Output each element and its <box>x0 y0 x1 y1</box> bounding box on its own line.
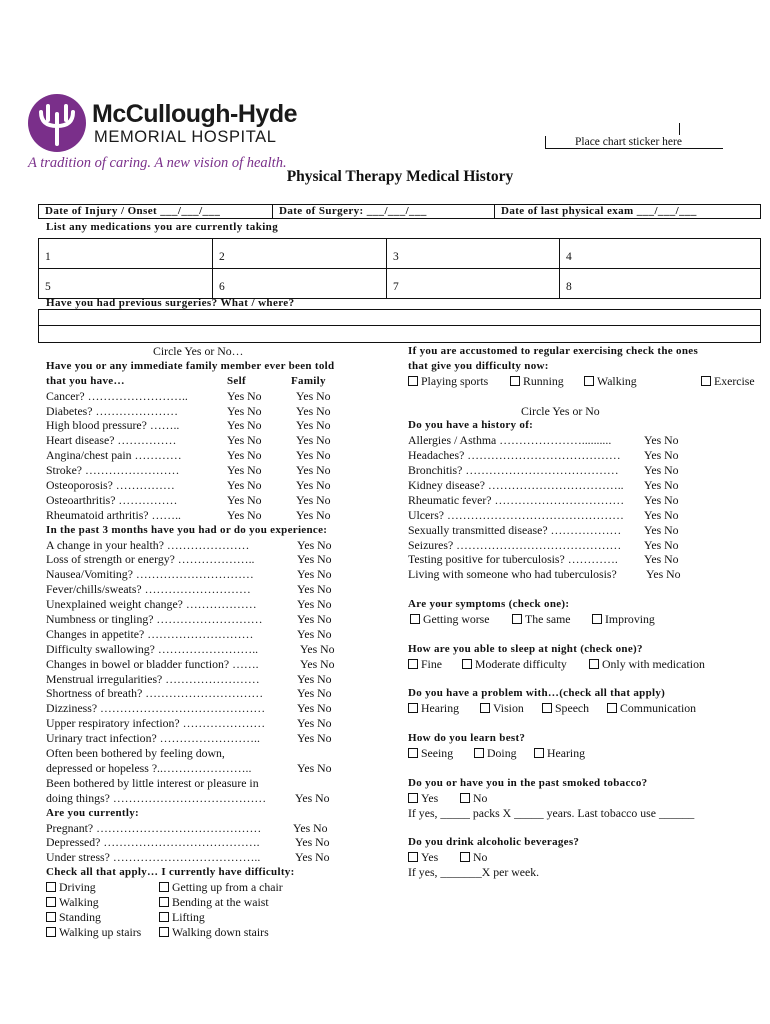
condition-label: Angina/chest pain ………… <box>46 448 182 463</box>
symptom-label: Shortness of breath? ………………………… <box>46 686 264 701</box>
difficulty-option[interactable]: Lifting <box>159 910 205 925</box>
little-interest-label-2: doing things? ………………………………… <box>46 790 267 805</box>
family-question-2: that you have… <box>46 374 125 387</box>
checkbox-icon[interactable] <box>159 927 169 937</box>
checkbox-icon[interactable] <box>408 852 418 862</box>
symptom-answer[interactable]: Yes No <box>300 641 335 656</box>
history-label: Testing positive for tuberculosis? …………. <box>408 552 618 567</box>
last-physical-date-field[interactable]: Date of last physical exam ___/___/___ <box>501 205 697 217</box>
symptoms-option[interactable]: The same <box>512 612 571 627</box>
condition-label: Diabetes? ………………… <box>46 403 179 418</box>
family-answer[interactable]: Yes No <box>296 403 331 418</box>
checkbox-icon[interactable] <box>462 659 472 669</box>
current-label: Depressed? …………………………………. <box>46 835 260 850</box>
history-answer[interactable]: Yes No <box>644 433 679 448</box>
little-interest-answer[interactable]: Yes No <box>295 790 330 805</box>
history-label: Kidney disease? …………………………….. <box>408 478 624 493</box>
self-header: Self <box>227 374 246 387</box>
family-answer[interactable]: Yes No <box>296 388 331 403</box>
sleep-option[interactable]: Moderate difficulty <box>462 657 567 672</box>
checkbox-icon[interactable] <box>159 912 169 922</box>
checkbox-icon[interactable] <box>408 659 418 669</box>
difficulty-option[interactable]: Walking <box>46 895 99 910</box>
family-answer[interactable]: Yes No <box>296 478 331 493</box>
symptom-label: Urinary tract infection? …………………….. <box>46 731 260 746</box>
checkbox-icon[interactable] <box>592 614 602 624</box>
history-answer[interactable]: Yes No <box>644 478 679 493</box>
exercise-question: If you are accustomed to regular exercising check the ones <box>408 345 699 357</box>
history-answer[interactable]: Yes No <box>644 448 679 463</box>
learn-option[interactable]: Seeing <box>408 746 453 761</box>
history-label: Sexually transmitted disease? ……………… <box>408 522 622 537</box>
history-answer[interactable]: Yes No <box>644 463 679 478</box>
surgeries-field[interactable] <box>38 309 761 343</box>
symptom-answer[interactable]: Yes No <box>297 597 332 612</box>
checkbox-icon[interactable] <box>534 748 544 758</box>
circle-instruction: Circle Yes or No… <box>153 344 244 358</box>
condition-label: Stroke? …………………… <box>46 463 180 478</box>
learn-heading: How do you learn best? <box>408 732 526 745</box>
difficulty-heading: Check all that apply… I currently have difficulty: <box>46 866 295 879</box>
symptom-label: Loss of strength or energy? ……………….. <box>46 552 255 567</box>
checkbox-icon[interactable] <box>408 703 418 713</box>
sleep-heading: How are you able to sleep at night (check one)? <box>408 642 643 655</box>
symptom-label: Fever/chills/sweats? ……………………… <box>46 582 251 597</box>
family-answer[interactable]: Yes No <box>296 463 331 478</box>
tobacco-details-field[interactable]: If yes, _____ packs X _____ years. Last tobacco use ______ <box>408 805 695 820</box>
self-answer[interactable]: Yes No <box>227 433 262 448</box>
symptoms-heading: Are your symptoms (check one): <box>408 598 570 611</box>
medications-label: List any medications you are currently taking <box>46 221 279 233</box>
history-label: Headaches? ………………………………… <box>408 448 621 463</box>
sticker-tick <box>679 123 680 135</box>
checkbox-icon[interactable] <box>408 748 418 758</box>
history-label: Rheumatic fever? …………………………… <box>408 492 625 507</box>
injury-date-field[interactable]: Date of Injury / Onset ___/___/___ <box>45 205 221 217</box>
symptom-answer[interactable]: Yes No <box>297 701 332 716</box>
history-answer[interactable]: Yes No <box>644 552 679 567</box>
alcohol-option[interactable]: Yes <box>408 850 438 865</box>
current-answer[interactable]: Yes No <box>295 835 330 850</box>
history-label: Allergies / Asthma ………………….......... <box>408 433 612 448</box>
symptom-label: Changes in appetite? ……………………… <box>46 626 254 641</box>
symptom-label: Changes in bowel or bladder function? ……. <box>46 656 259 671</box>
symptom-label: Menstrual irregularities? …………………… <box>46 671 260 686</box>
sleep-option[interactable]: Only with medication <box>589 657 705 672</box>
self-answer[interactable]: Yes No <box>227 463 262 478</box>
history-label: Ulcers? ……………………………………… <box>408 507 624 522</box>
checkbox-icon[interactable] <box>510 376 520 386</box>
little-interest-label: Been bothered by little interest or pleasure in <box>46 775 259 790</box>
alcohol-details-field[interactable]: If yes, _______X per week. <box>408 865 540 880</box>
checkbox-icon[interactable] <box>410 614 420 624</box>
checkbox-icon[interactable] <box>46 882 56 892</box>
difficulty-option[interactable]: Walking down stairs <box>159 925 269 940</box>
family-answer[interactable]: Yes No <box>296 418 331 433</box>
checkbox-icon[interactable] <box>474 748 484 758</box>
history-answer[interactable]: Yes No <box>644 507 679 522</box>
checkbox-icon[interactable] <box>408 376 418 386</box>
symptoms-option[interactable]: Getting worse <box>410 612 490 627</box>
alcohol-option[interactable]: No <box>460 850 487 865</box>
family-answer[interactable]: Yes No <box>296 433 331 448</box>
condition-label: Osteoporosis? …………… <box>46 478 175 493</box>
condition-label: Osteoarthritis? …………… <box>46 492 178 507</box>
condition-label: Heart disease? …………… <box>46 433 177 448</box>
med-number: 7 <box>393 281 399 293</box>
sleep-option[interactable]: Fine <box>408 657 442 672</box>
exercise-option[interactable]: Walking <box>584 374 637 389</box>
checkbox-icon[interactable] <box>589 659 599 669</box>
med-number: 6 <box>219 281 225 293</box>
checkbox-icon[interactable] <box>46 897 56 907</box>
checkbox-icon[interactable] <box>512 614 522 624</box>
self-answer[interactable]: Yes No <box>227 388 262 403</box>
med-number: 3 <box>393 251 399 263</box>
tobacco-option[interactable]: Yes <box>408 791 438 806</box>
difficulty-option[interactable]: Getting up from a chair <box>159 880 283 895</box>
symptom-label: Nausea/Vomiting? ………………………… <box>46 567 254 582</box>
symptom-label: Dizziness? …………………………………… <box>46 701 266 716</box>
checkbox-icon[interactable] <box>584 376 594 386</box>
checkbox-icon[interactable] <box>159 882 169 892</box>
symptom-label: Numbness or tingling? ……………………… <box>46 612 263 627</box>
symptom-answer[interactable]: Yes No <box>300 656 335 671</box>
difficulty-option[interactable]: Driving <box>46 880 96 895</box>
hospital-logo-icon <box>28 94 86 152</box>
self-answer[interactable]: Yes No <box>227 507 262 522</box>
tobacco-heading: Do you or have you in the past smoked tobacco? <box>408 776 648 789</box>
family-answer[interactable]: Yes No <box>296 448 331 463</box>
symptom-answer[interactable]: Yes No <box>297 626 332 641</box>
symptom-answer[interactable]: Yes No <box>297 582 332 597</box>
med-number: 1 <box>45 251 51 263</box>
exercise-question-2: that give you difficulty now: <box>408 359 549 372</box>
history-answer[interactable]: Yes No <box>644 537 679 552</box>
exercise-option[interactable]: Playing sports <box>408 374 488 389</box>
problem-option[interactable]: Speech <box>542 701 589 716</box>
checkbox-icon[interactable] <box>460 793 470 803</box>
checkbox-icon[interactable] <box>701 376 711 386</box>
current-label: Under stress? ……………………………….. <box>46 850 261 865</box>
family-question: Have you or any immediate family member ever been told <box>46 359 335 372</box>
history-label: Living with someone who had tuberculosis? <box>408 567 617 582</box>
med-number: 5 <box>45 281 51 293</box>
self-answer[interactable]: Yes No <box>227 478 262 493</box>
difficulty-option[interactable]: Walking up stairs <box>46 925 141 940</box>
checkbox-icon[interactable] <box>460 852 470 862</box>
med-number: 4 <box>566 251 572 263</box>
checkbox-icon[interactable] <box>480 703 490 713</box>
condition-label: High blood pressure? …….. <box>46 418 180 433</box>
problem-option[interactable]: Vision <box>480 701 524 716</box>
current-answer[interactable]: Yes No <box>295 850 330 865</box>
page-title: Physical Therapy Medical History <box>286 168 514 185</box>
tobacco-option[interactable]: No <box>460 791 487 806</box>
self-answer[interactable]: Yes No <box>227 418 262 433</box>
checkbox-icon[interactable] <box>46 912 56 922</box>
history-answer[interactable]: Yes No <box>644 522 679 537</box>
bothered-down-label-2: depressed or hopeless ?..………………….. <box>46 760 252 775</box>
symptom-answer[interactable]: Yes No <box>297 686 332 701</box>
symptom-label: A change in your health? ………………… <box>46 537 250 552</box>
difficulty-option[interactable]: Standing <box>46 910 101 925</box>
checkbox-icon[interactable] <box>46 927 56 937</box>
condition-label: Rheumatoid arthritis? …….. <box>46 507 181 522</box>
self-answer[interactable]: Yes No <box>227 403 262 418</box>
problem-heading: Do you have a problem with…(check all that apply) <box>408 687 666 700</box>
history-label: Bronchitis? ………………………………… <box>408 463 619 478</box>
checkbox-icon[interactable] <box>408 793 418 803</box>
past-3-months-heading: In the past 3 months have you had or do you experience: <box>46 523 328 536</box>
symptom-answer[interactable]: Yes No <box>297 731 332 746</box>
alcohol-heading: Do you drink alcoholic beverages? <box>408 836 580 849</box>
med-number: 2 <box>219 251 225 263</box>
family-answer[interactable]: Yes No <box>296 507 331 522</box>
exercise-option[interactable]: Exercise <box>701 374 755 389</box>
dates-row <box>38 204 761 219</box>
checkbox-icon[interactable] <box>159 897 169 907</box>
symptom-answer[interactable]: Yes No <box>297 552 332 567</box>
surgeries-label: Have you had previous surgeries? What / where? <box>46 297 295 309</box>
brand-name: McCullough-Hyde <box>92 100 297 128</box>
symptom-answer[interactable]: Yes No <box>297 716 332 731</box>
current-answer[interactable]: Yes No <box>293 820 328 835</box>
bothered-down-answer[interactable]: Yes No <box>297 760 332 775</box>
history-label: Seizures? …………………………………… <box>408 537 622 552</box>
history-answer[interactable]: Yes No <box>646 567 681 582</box>
family-header: Family <box>291 374 326 387</box>
symptom-answer[interactable]: Yes No <box>297 567 332 582</box>
bothered-down-label: Often been bothered by feeling down, <box>46 746 225 761</box>
learn-option[interactable]: Hearing <box>534 746 585 761</box>
history-heading: Do you have a history of: <box>408 419 534 432</box>
problem-option[interactable]: Communication <box>607 701 696 716</box>
symptom-label: Difficulty swallowing? …………………….. <box>46 641 259 656</box>
symptoms-option[interactable]: Improving <box>592 612 655 627</box>
condition-label: Cancer? …………………….. <box>46 388 188 403</box>
right-column <box>408 344 763 880</box>
checkbox-icon[interactable] <box>607 703 617 713</box>
surgery-date-field[interactable]: Date of Surgery: ___/___/___ <box>279 205 427 217</box>
tagline: A tradition of caring. A new vision of health. <box>28 155 287 171</box>
checkbox-icon[interactable] <box>542 703 552 713</box>
symptom-answer[interactable]: Yes No <box>297 612 332 627</box>
family-answer[interactable]: Yes No <box>296 492 331 507</box>
exercise-option[interactable]: Running <box>510 374 564 389</box>
symptom-answer[interactable]: Yes No <box>297 537 332 552</box>
self-answer[interactable]: Yes No <box>227 448 262 463</box>
medications-grid <box>38 238 761 300</box>
problem-option[interactable]: Hearing <box>408 701 459 716</box>
currently-heading: Are you currently: <box>46 806 139 819</box>
left-column <box>46 344 376 940</box>
self-answer[interactable]: Yes No <box>227 492 262 507</box>
med-number: 8 <box>566 281 572 293</box>
symptom-answer[interactable]: Yes No <box>297 671 332 686</box>
chart-sticker-area: Place chart sticker here <box>545 136 723 149</box>
symptom-label: Upper respiratory infection? ………………… <box>46 716 266 731</box>
current-label: Pregnant? …………………………………… <box>46 820 262 835</box>
circle-instruction-right: Circle Yes or No <box>521 403 600 418</box>
learn-option[interactable]: Doing <box>474 746 517 761</box>
symptom-label: Unexplained weight change? ……………… <box>46 597 257 612</box>
difficulty-option[interactable]: Bending at the waist <box>159 895 269 910</box>
history-answer[interactable]: Yes No <box>644 492 679 507</box>
brand-subtitle: MEMORIAL HOSPITAL <box>94 128 277 146</box>
